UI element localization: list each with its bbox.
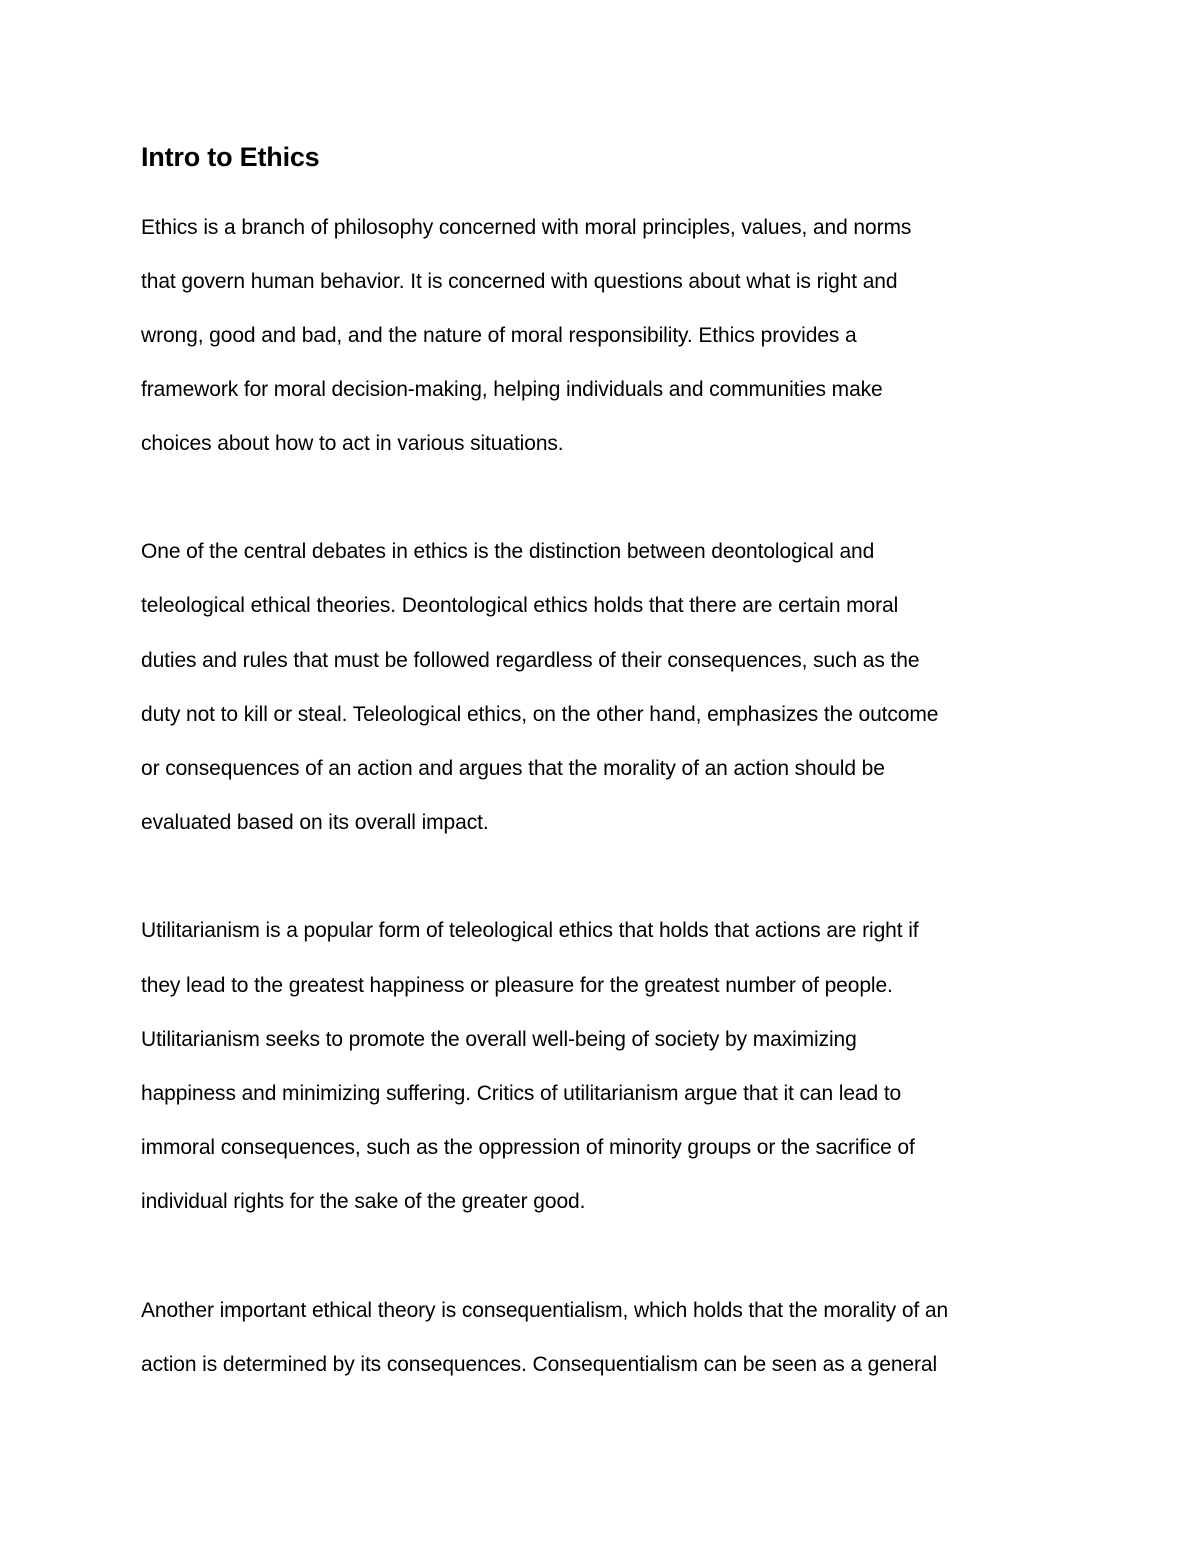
paragraph-1-line-2: that govern human behavior. It is concerned with questions about what is right and [141,270,898,293]
paragraph-3-line-5: immoral consequences, such as the oppression of minority groups or the sacrifice of [141,1136,915,1159]
paragraph-3-line-1: Utilitarianism is a popular form of teleological ethics that holds that actions are right if [141,919,919,942]
paragraph-1-line-5: choices about how to act in various situations. [141,432,564,455]
paragraph-2-line-3: duties and rules that must be followed regardless of their consequences, such as the [141,649,920,672]
paragraph-2-line-4: duty not to kill or steal. Teleological ethics, on the other hand, emphasizes the outcome [141,703,939,726]
paragraph-3-line-4: happiness and minimizing suffering. Critics of utilitarianism argue that it can lead to [141,1082,902,1105]
paragraph-1-line-3: wrong, good and bad, and the nature of moral responsibility. Ethics provides a [141,324,857,347]
paragraph-1-line-4: framework for moral decision-making, helping individuals and communities make [141,378,883,401]
paragraph-2-line-2: teleological ethical theories. Deontological ethics holds that there are certain moral [141,594,899,617]
paragraph-2-line-5: or consequences of an action and argues that the morality of an action should be [141,757,885,780]
paragraph-4-line-2: action is determined by its consequences. Consequentialism can be seen as a general [141,1353,938,1376]
paragraph-1-line-1: Ethics is a branch of philosophy concerned with moral principles, values, and norms [141,216,912,239]
paragraph-3-line-2: they lead to the greatest happiness or pleasure for the greatest number of people. [141,974,893,997]
page-title: Intro to Ethics [141,142,320,172]
paragraph-3-line-3: Utilitarianism seeks to promote the overall well-being of society by maximizing [141,1028,857,1051]
paragraph-2-line-1: One of the central debates in ethics is the distinction between deontological and [141,540,875,563]
paragraph-4-line-1: Another important ethical theory is consequentialism, which holds that the morality of an [141,1299,949,1322]
paragraph-2-line-6: evaluated based on its overall impact. [141,811,489,834]
paragraph-3-line-6: individual rights for the sake of the greater good. [141,1190,586,1213]
